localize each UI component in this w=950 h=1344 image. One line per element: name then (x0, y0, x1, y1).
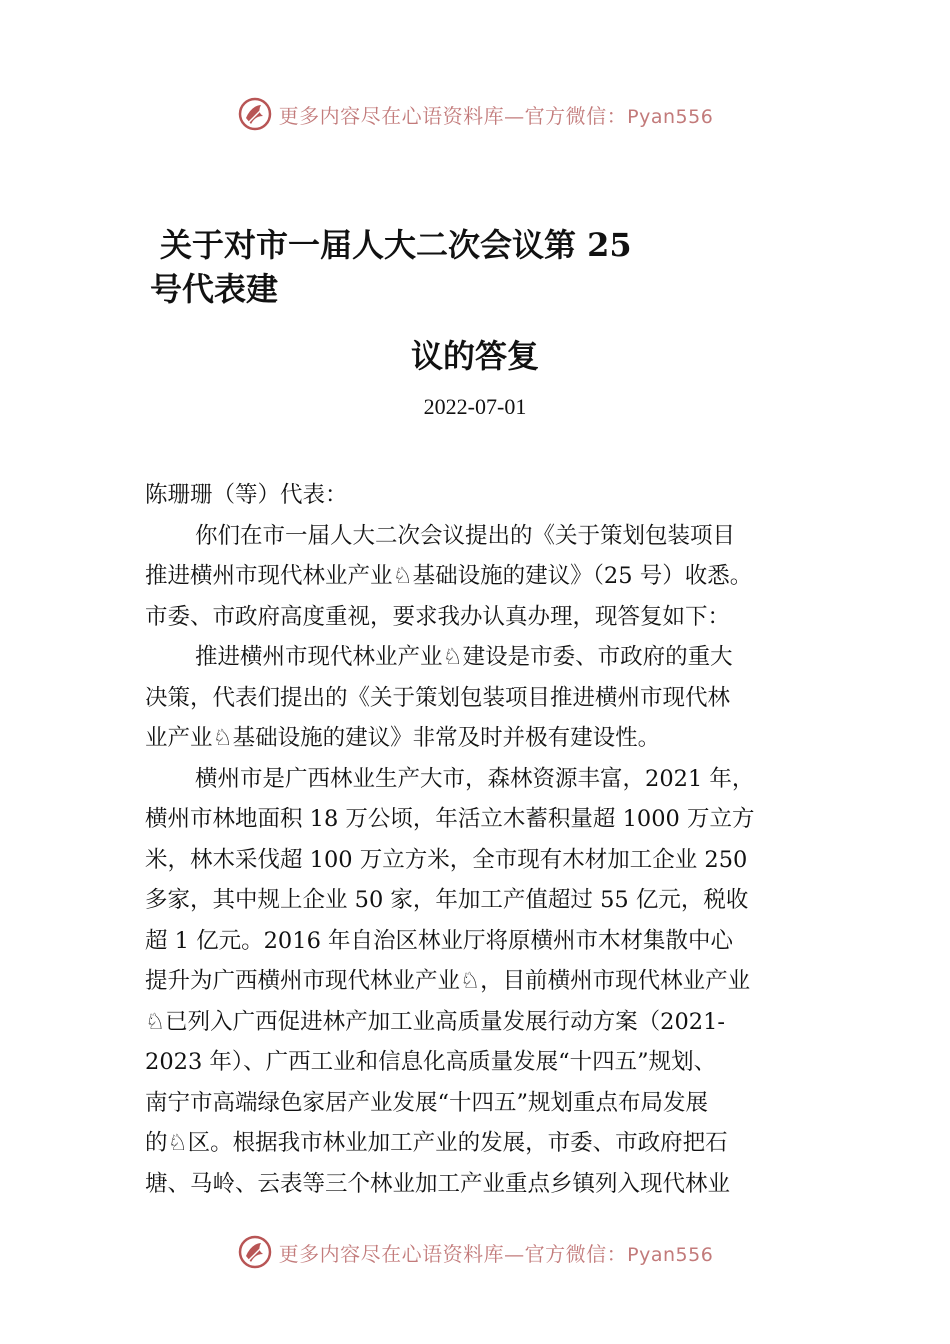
body-line: 2023 年）、广西工业和信息化高质量发展“十四五”规划、 (145, 1049, 717, 1075)
doc-title-line-3: 议的答复 (410, 337, 539, 375)
wechat-id: Pyan556 (627, 1243, 714, 1266)
doc-title-line-2: 号代表建 (150, 270, 279, 308)
body-line: 推进横州市现代林业产业♘基础设施的建议》（25 号）收悉。 (145, 563, 753, 589)
doc-title-line-1: 关于对市一届人大二次会议第 25 (160, 226, 632, 264)
body-line: 多家，其中规上企业 50 家，年加工产值超过 55 亿元，税收 (145, 887, 749, 913)
wechat-id: Pyan556 (627, 105, 714, 128)
banner-label: 更多内容尽在心语资料库—官方微信： (278, 103, 628, 128)
banner-text (279, 100, 714, 129)
banner-text (279, 1238, 714, 1267)
doc-body (145, 475, 815, 1204)
body-line: 南宁市高端绿色家居产业发展“十四五”规划重点布局发展 (145, 1089, 709, 1116)
body-line: 业产业♘基础设施的建议》非常及时并极有建设性。 (145, 725, 661, 751)
header-banner (0, 94, 950, 134)
body-line: 横州市林地面积 18 万公顷，年活立木蓄积量超 1000 万立方 (145, 806, 755, 832)
banner-label: 更多内容尽在心语资料库—官方微信： (278, 1241, 628, 1266)
body-line: 推进横州市现代林业产业♘建设是市委、市政府的重大 (195, 644, 733, 670)
body-line: 横州市是广西林业生产大市，森林资源丰富，2021 年， (195, 765, 755, 792)
body-line: 的♘区。根据我市林业加工产业的发展，市委、市政府把石 (145, 1130, 728, 1156)
footer-banner (0, 1232, 950, 1272)
body-line: 米，林木采伐超 100 万立方米，全市现有木材加工企业 250 (145, 846, 748, 873)
body-line: 超 1 亿元。2016 年自治区林业厅将原横州市木材集散中心 (145, 927, 734, 954)
body-line: 决策，代表们提出的《关于策划包装项目推进横州市现代林 (145, 684, 731, 711)
body-line: ♘已列入广西促进林产加工业高质量发展行动方案（2021- (145, 1008, 726, 1035)
body-line: 你们在市一届人大二次会议提出的《关于策划包装项目 (195, 522, 736, 549)
body-line: 提升为广西横州市现代林业产业♘，目前横州市现代林业产业 (145, 968, 751, 994)
brand-logo-icon (237, 96, 273, 132)
doc-date: 2022-07-01 (423, 394, 527, 419)
brand-logo-icon (237, 1234, 273, 1270)
body-line: 市委、市政府高度重视，要求我办认真办理，现答复如下： (145, 603, 731, 630)
salutation: 陈珊珊（等）代表： (145, 482, 348, 508)
body-line: 塘、马岭、云表等三个林业加工产业重点乡镇列入现代林业 (145, 1170, 731, 1197)
